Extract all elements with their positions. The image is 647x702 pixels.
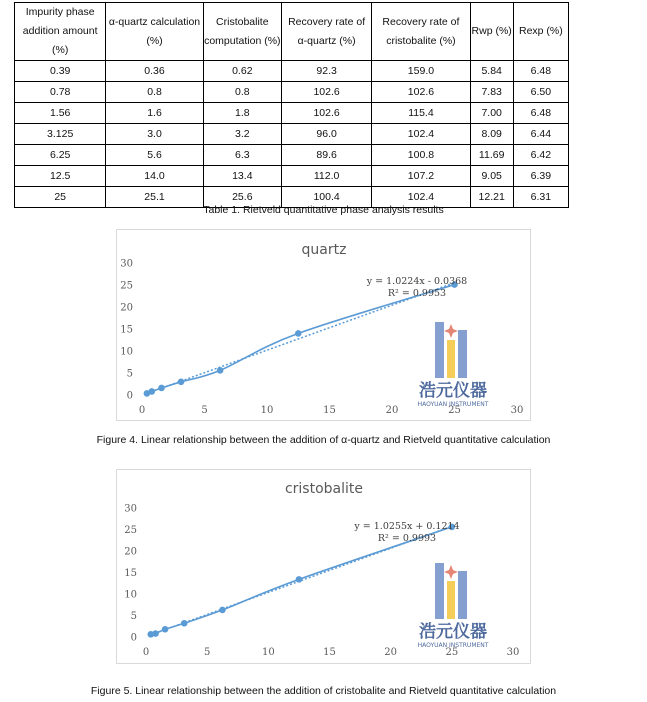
table-cell: 6.44 [513,124,568,145]
table-cell: 0.39 [15,61,106,82]
data-point [219,607,226,614]
trendline-equation: y = 1.0224x - 0.0368 [366,276,468,287]
table-cell: 6.50 [513,82,568,103]
y-tick-label: 5 [130,611,137,622]
y-tick-label: 15 [120,324,133,336]
y-tick-label: 30 [124,503,137,515]
watermark-logo-bar [458,571,467,619]
table-cell: 102.6 [372,82,470,103]
watermark-logo-bar [435,563,444,619]
table-cell: 12.5 [15,166,106,187]
figure5-caption: Figure 5. Linear relationship between the addition of cristobalite and Rietveld quantitative calculation [90,685,557,697]
watermark-logo-bar [435,322,444,378]
table-cell: 96.0 [281,124,371,145]
data-point [295,330,302,337]
table-header-row [15,3,569,61]
table-cell: 7.00 [470,103,513,124]
data-point [152,630,159,637]
table-row [15,145,569,166]
table-cell: 11.69 [470,145,513,166]
table-cell: 6.39 [513,166,568,187]
watermark-star-icon [444,565,458,579]
table-cell: 1.56 [15,103,106,124]
column-header: Recovery rate of α-quartz (%) [281,3,371,61]
y-tick-label: 25 [120,280,133,292]
table-cell: 0.62 [203,61,281,82]
table-cell: 13.4 [203,166,281,187]
table-cell: 6.42 [513,145,568,166]
x-tick-label: 5 [201,405,208,416]
table-cell: 0.8 [106,82,203,103]
x-tick-label: 0 [142,647,150,658]
cristobalite-chart [116,469,531,664]
table-cell: 3.0 [106,124,203,145]
table-row [15,103,569,124]
table-cell: 8.09 [470,124,513,145]
y-tick-label: 30 [120,258,133,270]
table-cell: 89.6 [281,145,371,166]
data-point [148,388,155,395]
table-cell: 102.4 [372,187,470,208]
quartz-chart [116,229,531,421]
x-tick-label: 15 [323,405,336,416]
table-cell: 107.2 [372,166,470,187]
r-squared-label: R² = 0.9993 [377,533,437,544]
y-tick-label: 0 [130,632,137,644]
table-row [15,61,569,82]
data-point [181,620,188,627]
x-tick-label: 25 [445,647,459,658]
column-header: Impurity phase addition amount (%) [15,3,106,61]
column-header: α-quartz calculation (%) [106,3,203,61]
x-tick-label: 10 [260,405,274,416]
watermark-text: 浩元仪器 [419,622,487,642]
table-cell: 92.3 [281,61,371,82]
y-tick-label: 20 [120,302,133,314]
table-cell: 115.4 [372,103,470,124]
table-body [15,61,569,208]
watermark-logo-bar [447,581,455,619]
table-cell: 0.8 [203,82,281,103]
table-cell: 25.6 [203,187,281,208]
data-point [162,626,169,633]
quartz-chart-svg [117,230,530,420]
results-table [14,2,569,208]
table-cell: 5.84 [470,61,513,82]
watermark-subtext: HAOYUAN INSTRUMENT [417,642,489,649]
y-tick-label: 10 [120,346,133,358]
table-cell: 0.78 [15,82,106,103]
chart-title: cristobalite [284,481,364,497]
table-cell: 6.48 [513,61,568,82]
table-cell: 100.8 [372,145,470,166]
table-cell: 3.2 [203,124,281,145]
table-cell: 25.1 [106,187,203,208]
watermark-logo-bar [458,330,467,378]
x-tick-label: 10 [261,647,275,658]
y-tick-label: 15 [124,568,137,579]
watermark-text: 浩元仪器 [419,381,487,401]
table-cell: 102.4 [372,124,470,145]
data-point [296,576,303,583]
table-cell: 0.36 [106,61,203,82]
data-point [217,367,224,374]
watermark-logo-bar [447,340,455,378]
table-row [15,82,569,103]
y-tick-label: 25 [124,525,137,536]
table-cell: 102.6 [281,82,371,103]
y-tick-label: 0 [126,390,133,402]
table-cell: 112.0 [281,166,371,187]
table-cell: 1.8 [203,103,281,124]
figure4-caption: Figure 4. Linear relationship between the addition of α-quartz and Rietveld quantitative calculation [96,434,551,446]
table-caption: Table 1. Rietveld quantitative phase analysis results [203,204,444,216]
table-cell: 14.0 [106,166,203,187]
table-cell: 159.0 [372,61,470,82]
column-header: Recovery rate of cristobalite (%) [372,3,470,61]
watermark-subtext: HAOYUAN INSTRUMENT [417,401,489,408]
y-tick-label: 10 [124,589,137,601]
table-cell: 6.25 [15,145,106,166]
column-header: Rexp (%) [513,3,568,61]
x-tick-label: 30 [510,405,524,416]
table-cell: 7.83 [470,82,513,103]
x-tick-label: 30 [506,647,520,658]
table-row [15,166,569,187]
x-tick-label: 5 [203,647,211,658]
table-cell: 6.3 [203,145,281,166]
watermark-star-icon [444,324,458,338]
trendline-equation: y = 1.0255x + 0.1214 [354,521,460,532]
x-tick-label: 0 [138,405,146,416]
table-cell: 5.6 [106,145,203,166]
y-tick-label: 20 [124,546,137,558]
table-cell: 25 [15,187,106,208]
x-tick-label: 25 [448,405,461,416]
cristobalite-chart-svg [117,470,530,663]
data-point [158,385,165,392]
table-cell: 12.21 [470,187,513,208]
table-cell: 9.05 [470,166,513,187]
table-cell: 102.6 [281,103,371,124]
x-tick-label: 20 [384,647,398,658]
chart-title: quartz [301,242,347,258]
x-tick-label: 15 [323,647,336,658]
r-squared-label: R² = 0.9953 [387,288,447,299]
table-cell: 1.6 [106,103,203,124]
table-cell: 6.48 [513,103,568,124]
table-cell: 100.4 [281,187,371,208]
table-cell: 3.125 [15,124,106,145]
y-tick-label: 5 [126,368,133,380]
column-header: Cristobalite computation (%) [203,3,281,61]
table-cell: 6.31 [513,187,568,208]
x-tick-label: 20 [385,405,399,416]
table-row [15,124,569,145]
data-point [178,379,185,386]
column-header: Rwp (%) [470,3,513,61]
